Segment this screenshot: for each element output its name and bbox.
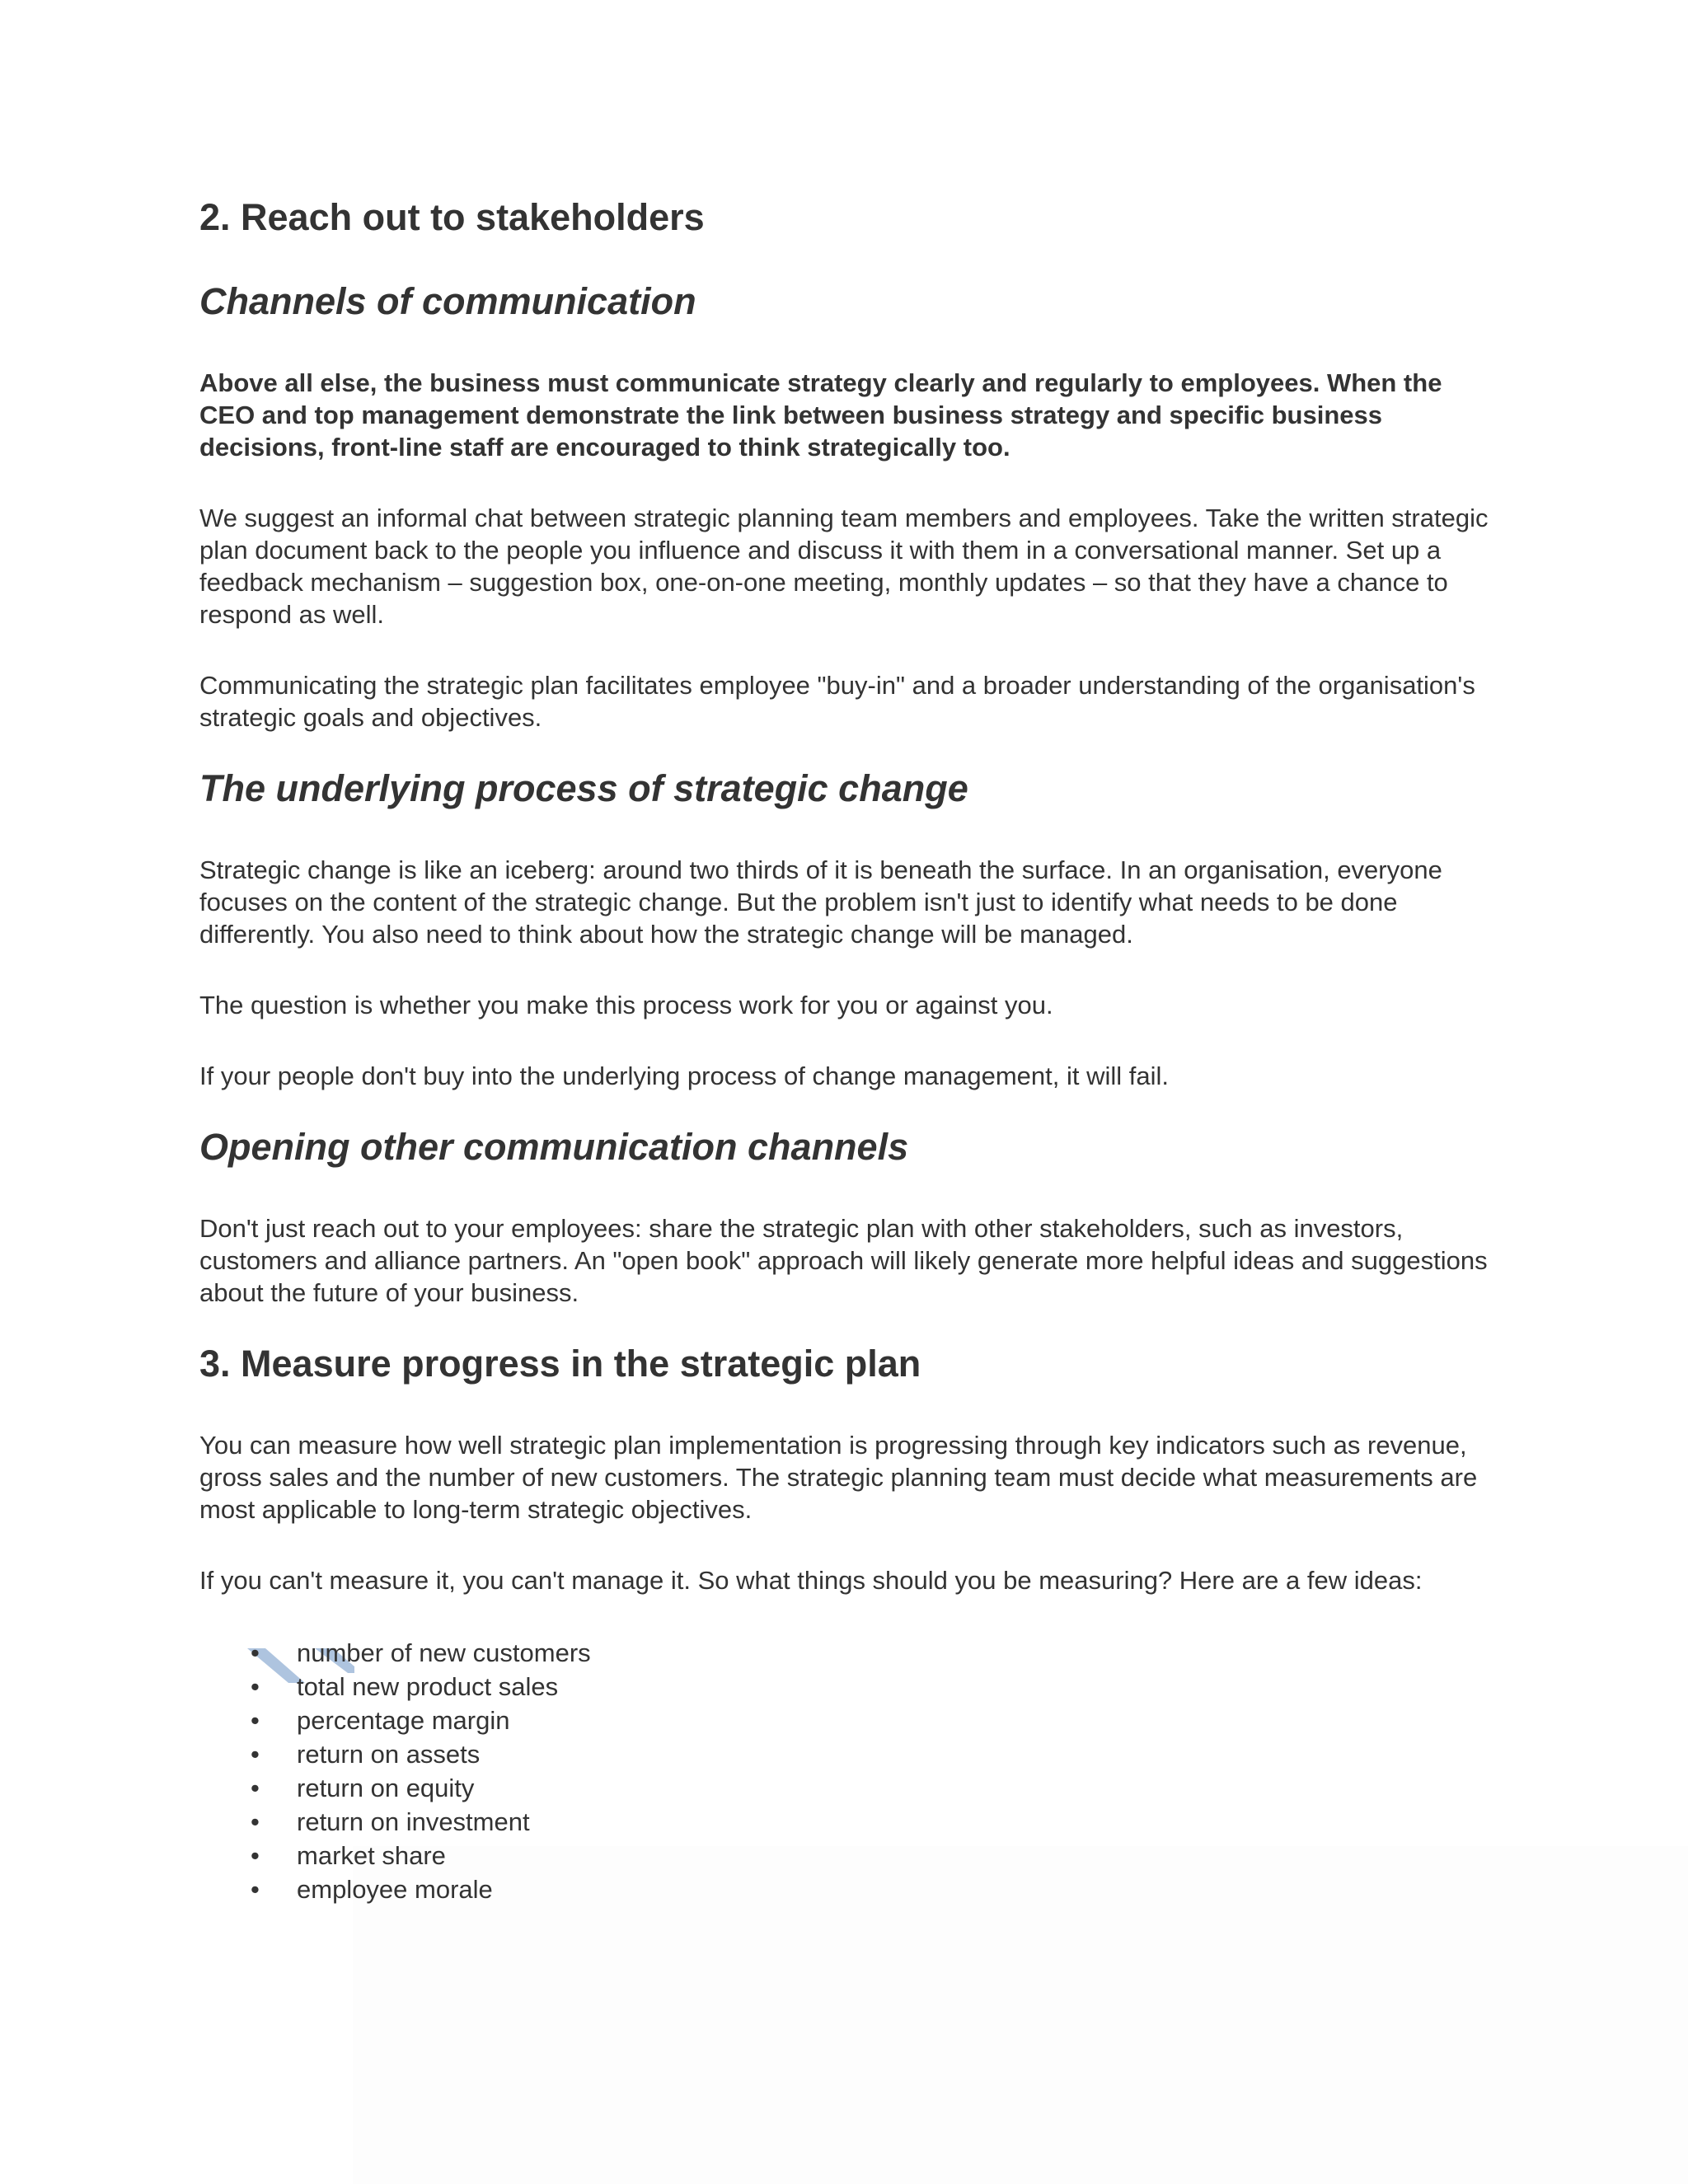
section-2-heading: 2. Reach out to stakeholders [199, 196, 705, 238]
ideas-paragraph: If you can't measure it, you can't manage it. So what things should you be measuring? Here are a few ideas: [199, 1566, 1423, 1595]
list-item: • employee morale [199, 1872, 1502, 1906]
bullet-icon: • [251, 1875, 260, 1904]
document-body [199, 194, 1502, 1906]
fail-paragraph: If your people don't buy into the underlying process of change management, it will fail. [199, 1062, 1170, 1090]
list-item: • number of new customers [199, 1636, 1502, 1670]
list-item: • market share [199, 1839, 1502, 1872]
channels-heading: Channels of communication [199, 280, 696, 322]
measurement-list [199, 1636, 1502, 1906]
bullet-icon: • [251, 1841, 260, 1870]
buy-in-paragraph: Communicating the strategic plan facilitates employee "buy-in" and a broader understanding of the organisation's strategic goals and objectives. [199, 671, 1475, 732]
bullet-icon: • [251, 1638, 260, 1667]
list-item: • return on assets [199, 1737, 1502, 1771]
list-item: • percentage margin [199, 1704, 1502, 1737]
list-item: • total new product sales [199, 1670, 1502, 1704]
strategic-change-heading: The underlying process of strategic change [199, 767, 968, 809]
informal-chat-paragraph: We suggest an informal chat between strategic planning team members and employees. Take the written strategic plan document back to the people you influence and discuss it with them in a conversational manner. Set up a feedback mechanism – suggestion box, one-on-one meeting, monthly updates – so that they have a chance to respond as well. [199, 504, 1489, 629]
bullet-icon: • [251, 1774, 260, 1802]
question-paragraph: The question is whether you make this process work for you or against you. [199, 991, 1053, 1019]
measure-paragraph: You can measure how well strategic plan implementation is progressing through key indicators such as revenue, gross sales and the number of new customers. The strategic planning team must decide what measurements are most applicable to long-term strategic objectives. [199, 1431, 1478, 1524]
bullet-icon: • [251, 1672, 260, 1701]
list-item: • return on equity [199, 1771, 1502, 1805]
other-channels-heading: Opening other communication channels [199, 1126, 909, 1168]
bullet-icon: • [251, 1706, 260, 1735]
list-item: • return on investment [199, 1805, 1502, 1839]
open-book-paragraph: Don't just reach out to your employees: share the strategic plan with other stakeholders, such as investors, customers and alliance partners. An "open book" approach will likely generate more helpful ideas and suggestions about the future of your business. [199, 1214, 1488, 1307]
intro-bold-paragraph: Above all else, the business must communicate strategy clearly and regularly to employees. When the CEO and top management demonstrate the link between business strategy and specific business decisions, front-line staff are encouraged to think strategically too. [199, 368, 1442, 462]
section-3-heading: 3. Measure progress in the strategic plan [199, 1343, 921, 1385]
iceberg-paragraph: Strategic change is like an iceberg: around two thirds of it is beneath the surface. In an organisation, everyone focuses on the content of the strategic change. But the problem isn't just to identify what needs to be done differently. You also need to think about how the strategic change will be managed. [199, 855, 1442, 949]
bullet-icon: • [251, 1807, 260, 1836]
bullet-icon: • [251, 1740, 260, 1769]
